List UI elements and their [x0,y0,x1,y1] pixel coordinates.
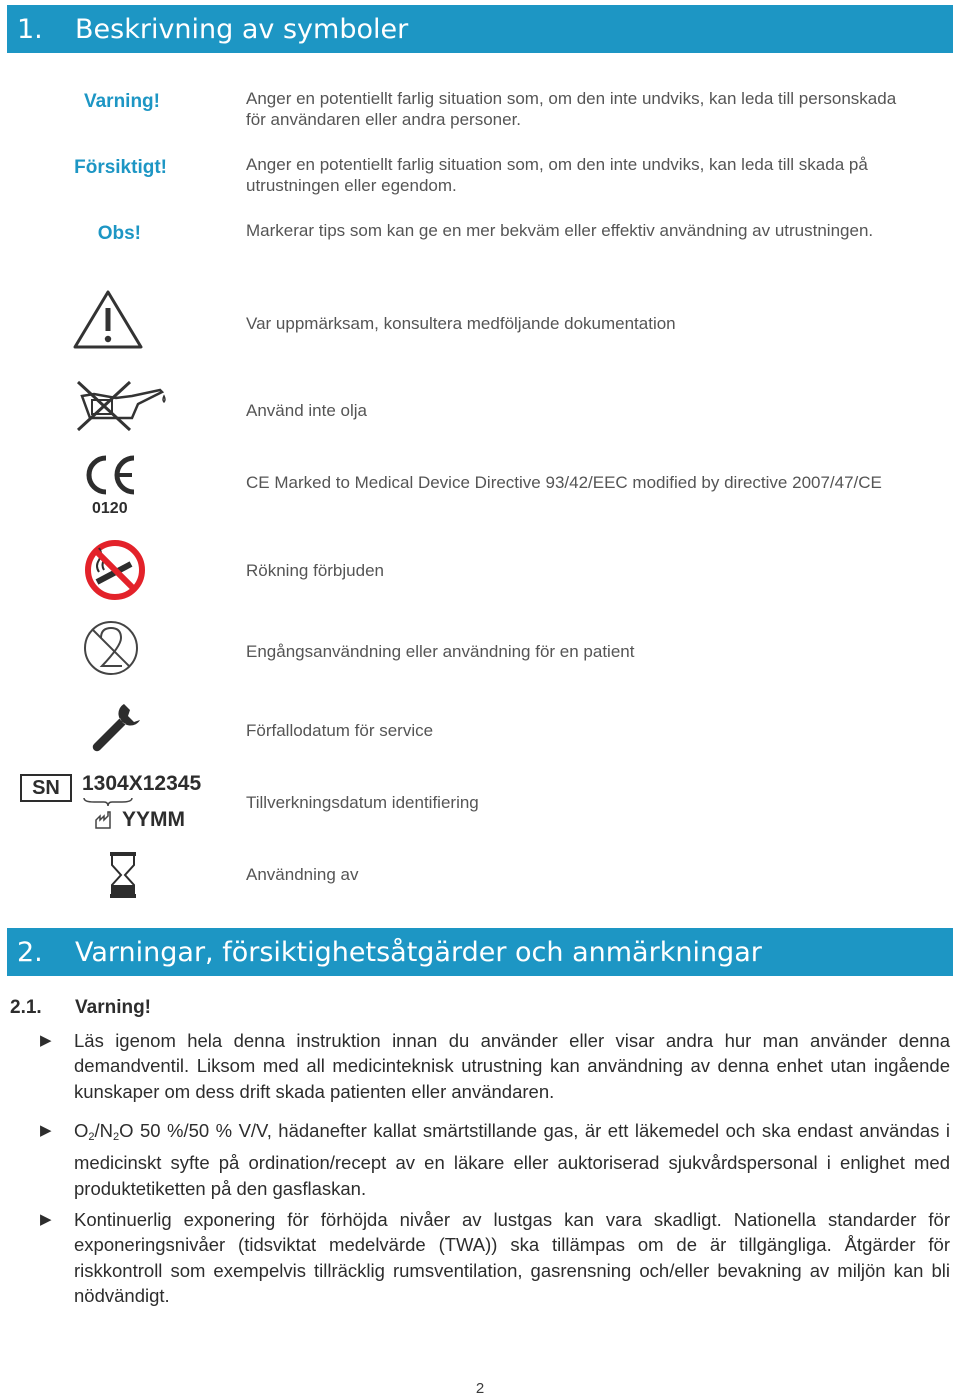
section-1-header [7,5,953,53]
symbol-warning-text: Var uppmärksam, konsultera medföljande dokumentation [246,314,676,333]
bullet-arrow-icon: ▶ [40,1122,52,1139]
serial-code: 1304X12345 [82,772,202,795]
paragraph-1: Läs igenom hela denna instruktion innan du använder eller visar andra hur man använder denna demandventil. Liksom med all medicinteknisk utrustning kan användning av denna enhet utan ingående kunskaper om dess drift skada patienten eller användaren. [74,1030,950,1102]
signal-forsiktigt: Försiktigt! [74,157,167,178]
symbol-no-smoking-text: Rökning förbjuden [246,561,384,580]
section-1-title: Beskrivning av symboler [75,13,409,45]
no-oil-icon [72,378,172,434]
o2-subscript: 2 [88,1131,95,1143]
date-code: YYMM [122,808,185,831]
single-use-icon [82,618,142,678]
section-2-header [7,928,953,976]
sn-box: SN [20,774,72,802]
no-smoking-icon [83,538,147,602]
section-2-title: Varningar, försiktighetsåtgärder och anmärkningar [75,936,762,968]
o2-text: O [74,1120,89,1141]
wrench-icon [88,700,144,756]
ce-mark-icon [80,452,140,522]
bullet-arrow-icon: ▶ [40,1032,52,1049]
paragraph-2 [74,1118,950,1201]
paragraph-2-body: O 50 %/50 % V/V, hädanefter kallat smärtstillande gas, är ett läkemedel och ska endast användas i medicinskt syfte på ordination/recept av en läkare eller auktoriserad sjukvårdspersonal i enlighet med produktetiketten på den gasflaskan. [74,1120,950,1199]
signal-forsiktigt-text: Anger en potentiellt farlig situation som, om den inte undviks, kan leda till skada på utrustningen eller egendom. [246,155,868,195]
signal-varning-text: Anger en potentiellt farlig situation som, om den inte undviks, kan leda till personskada för användaren eller andra personer. [246,89,897,129]
symbol-wrench-text: Förfallodatum för service [246,721,434,740]
signal-varning: Varning! [83,91,160,112]
signal-obs: Obs! [97,223,141,244]
symbol-hourglass-text: Användning av [246,865,359,884]
signal-obs-text: Markerar tips som kan ge en mer bekväm eller effektiv användning av utrustningen. [246,221,874,240]
symbol-ce-text: CE Marked to Medical Device Directive 93/42/EEC modified by directive 2007/47/CE [246,473,882,492]
symbol-serial-text: Tillverkningsdatum identifiering [246,793,479,812]
symbol-single-use-text: Engångsanvändning eller användning för en patient [246,642,635,661]
hourglass-icon [109,851,137,899]
section-2-number: 2. [17,936,43,968]
bullet-arrow-icon: ▶ [40,1211,52,1228]
subsection-title: Varning! [75,997,152,1018]
subsection-number: 2.1. [10,997,42,1018]
brace-icon [82,796,134,808]
warning-triangle-icon [72,289,144,351]
ce-notified-body-number: 0120 [92,500,128,517]
section-1-number: 1. [17,13,43,45]
paragraph-3: Kontinuerlig exponering för förhöjda nivåer av lustgas kan vara skadligt. Nationella standarder för exponeringsnivåer (tidsviktat medelvärde (TWA)) ska tillämpas om de är tillgängliga. Åtgärder för riskkontroll som exempelvis tillräcklig rumsventilation, gasrensning och/eller bevakning av miljön kan bli nödvändigt. [74,1209,950,1306]
page-number: 2 [475,1380,485,1397]
n2-text: /N [94,1120,114,1141]
serial-number-icon [20,772,220,834]
symbol-no-oil-text: Använd inte olja [246,401,367,420]
manufacture-date-icon [94,810,118,830]
n2-subscript: 2 [113,1131,120,1143]
